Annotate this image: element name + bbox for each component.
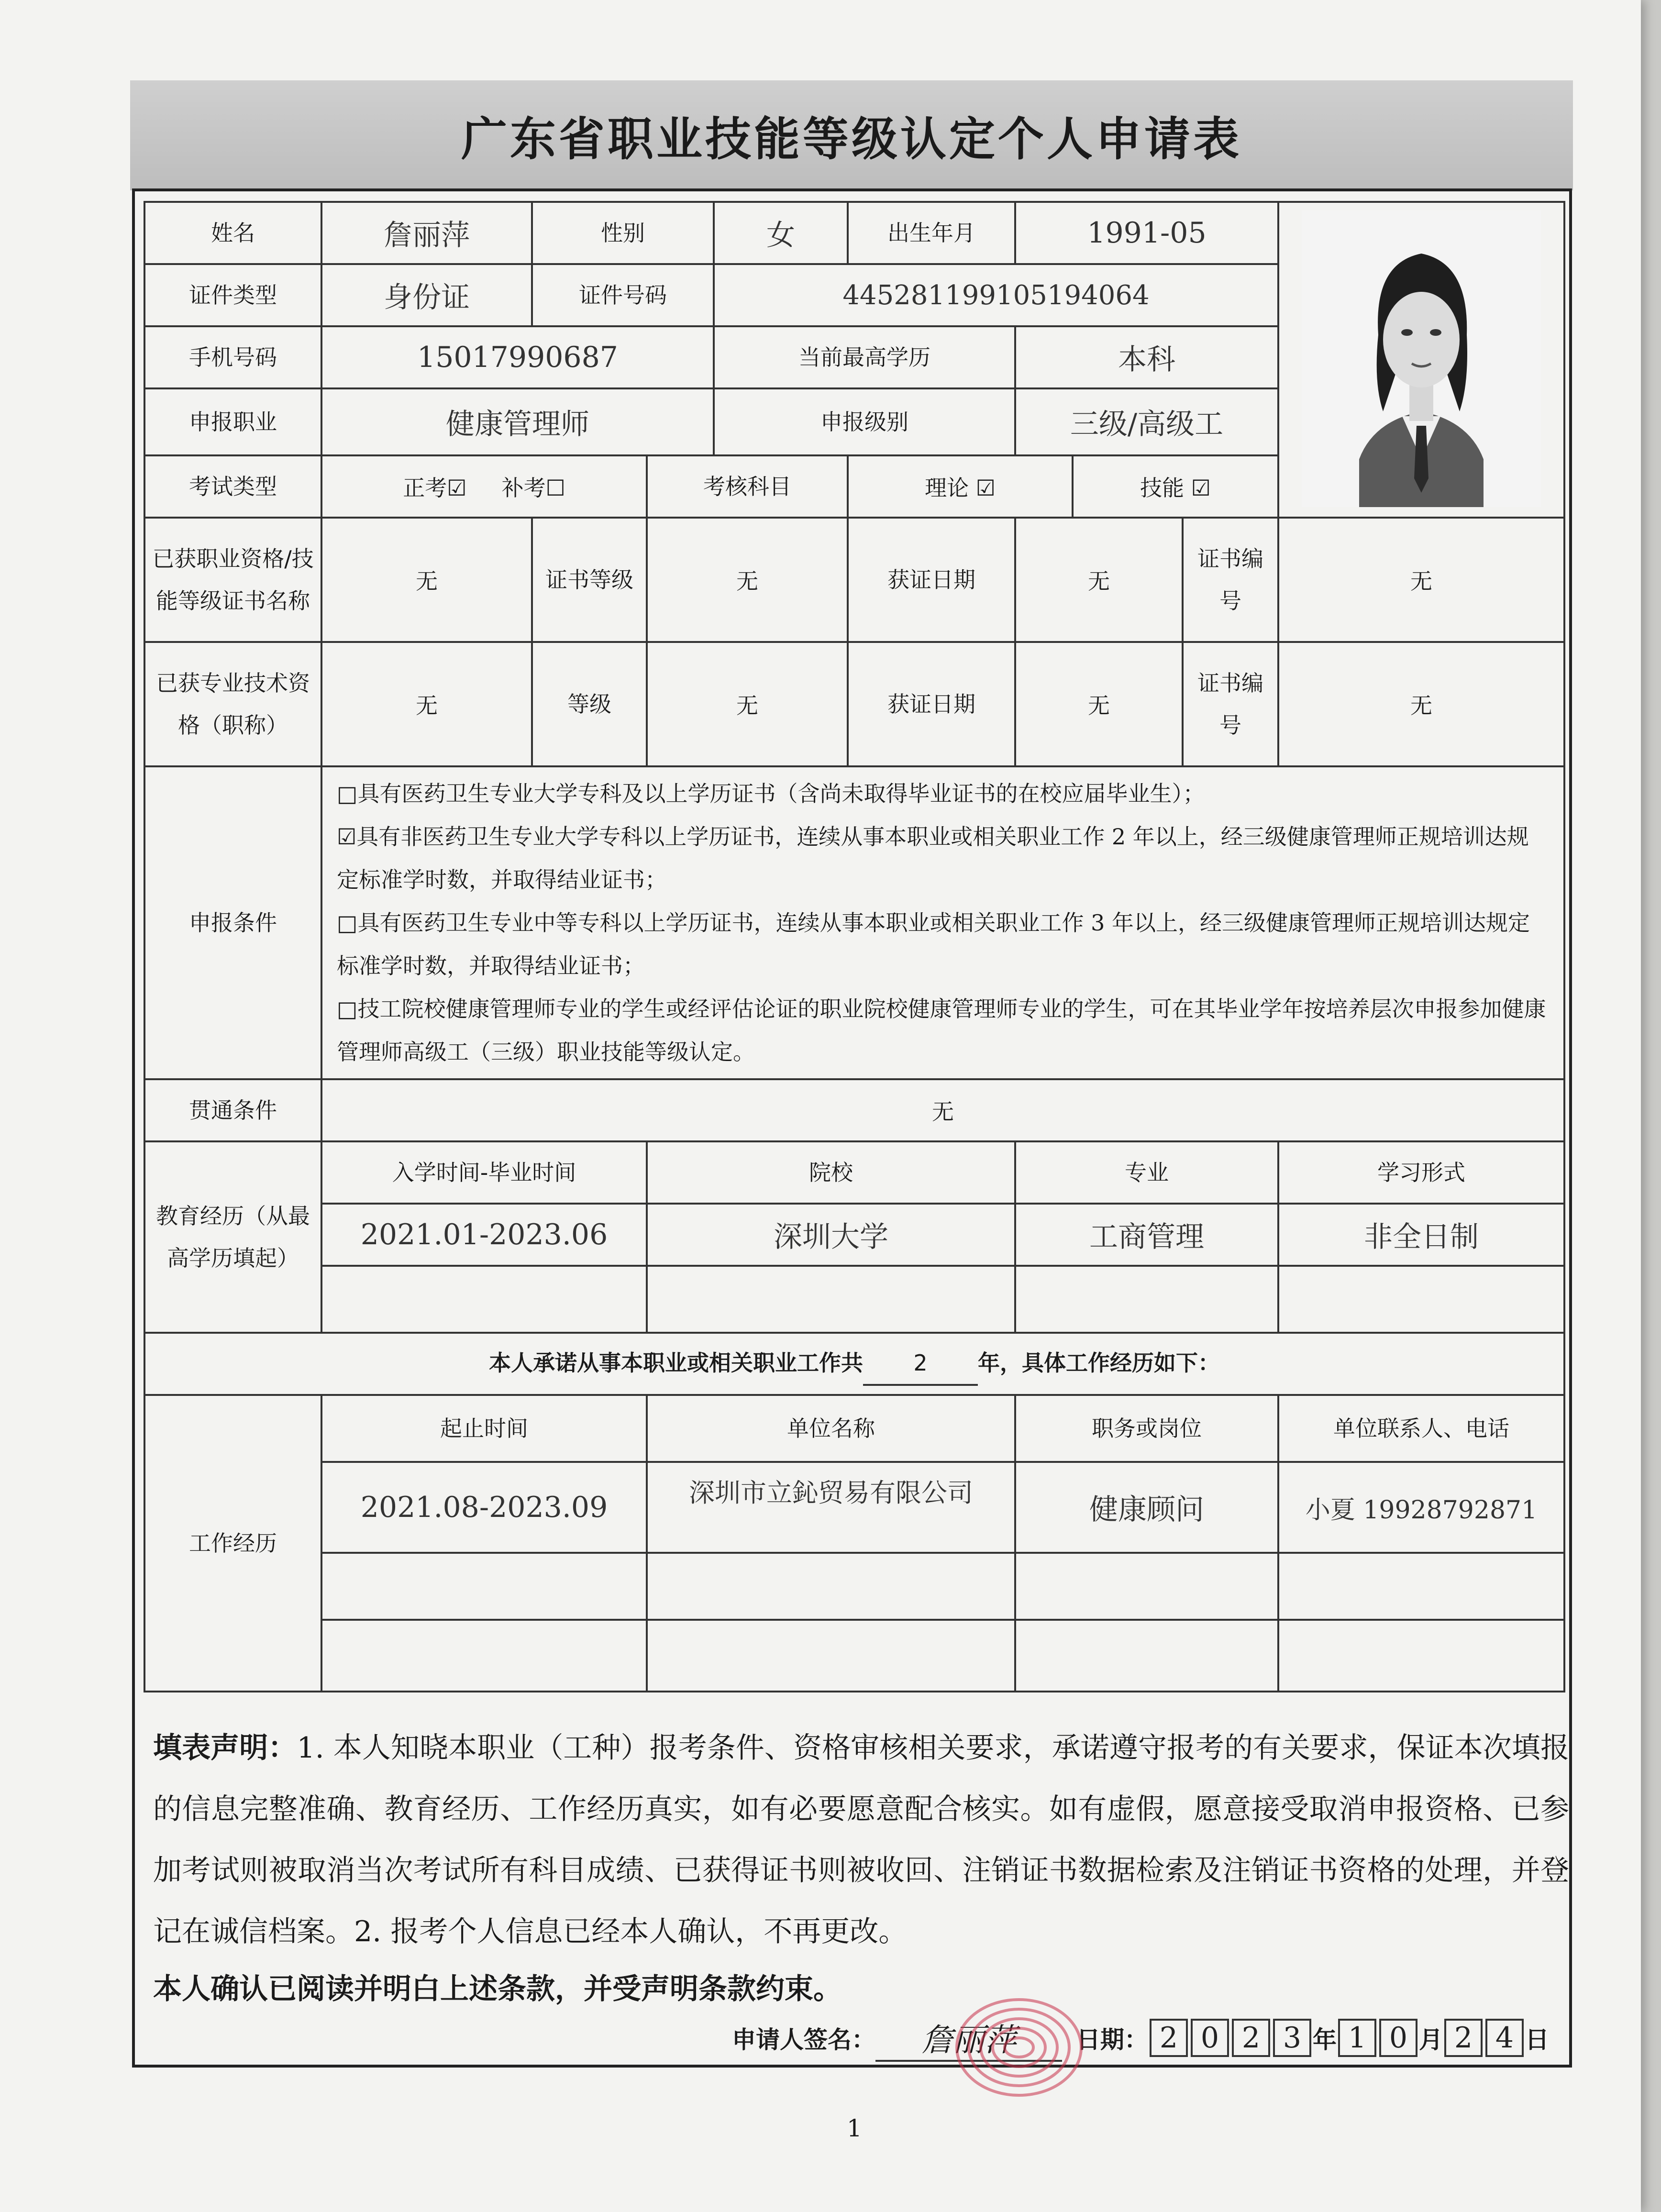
label-gender: 性别 bbox=[532, 202, 714, 264]
label-education: 教育经历（从最高学历填起） bbox=[144, 1141, 321, 1333]
work-years: 2 bbox=[863, 1342, 978, 1386]
table-row-empty bbox=[144, 1266, 1564, 1333]
month-digit-box: 0 bbox=[1379, 2019, 1417, 2057]
label-phone: 手机号码 bbox=[144, 326, 321, 388]
label-get-date: 获证日期 bbox=[848, 518, 1015, 642]
form-title-band bbox=[130, 80, 1573, 190]
label-exam-subject: 考核科目 bbox=[647, 455, 848, 518]
condition-item: ☑具有非医药卫生专业大学专科以上学历证书，连续从事本职业或相关职业工作 2 年以上，经三级健康管理师正规培训达规定标准学时数，并取得结业证书； bbox=[337, 824, 1529, 893]
declaration-body: 1. 本人知晓本职业（工种）报考条件、资格审核相关要求，承诺遵守报考的有关要求，保证本次填报的信息完整准确、教育经历、工作经历真实，如有必要愿意配合核实。如有虚假，愿意接受取消申报资格、已参加考试则被取消当次考试所有科目成绩、已获得证书则被收回、注销证书数据检索及注销证书资格的处理，并登记在诚信档案。2. 报考个人信息已经本人确认，不再更改。 bbox=[153, 1731, 1569, 1948]
header-work-period: 起止时间 bbox=[321, 1395, 647, 1462]
label-level: 申报级别 bbox=[714, 388, 1015, 455]
condition-item: □具有医药卫生专业中等专科以上学历证书，连续从事本职业或相关职业工作 3 年以上，经三级健康管理师正规培训达规定标准学时数，并取得结业证书； bbox=[337, 910, 1530, 979]
day-unit: 日 bbox=[1525, 2026, 1549, 2054]
table-row-empty bbox=[144, 1553, 1564, 1620]
edu-major: 工商管理 bbox=[1015, 1204, 1278, 1266]
label-birth: 出生年月 bbox=[848, 202, 1015, 264]
header-edu-period: 入学时间-毕业时间 bbox=[321, 1141, 647, 1204]
value-gender: 女 bbox=[714, 202, 848, 264]
label-id-no: 证件号码 bbox=[532, 264, 714, 326]
label-tech-no: 证书编号 bbox=[1183, 642, 1278, 766]
label-exam-type: 考试类型 bbox=[144, 455, 321, 518]
applicant-photo bbox=[1302, 210, 1541, 507]
label-conditions: 申报条件 bbox=[144, 766, 321, 1079]
exam-type-options bbox=[321, 455, 647, 518]
photo-cell bbox=[1278, 202, 1564, 518]
value-edu: 本科 bbox=[1015, 326, 1278, 388]
declaration-text bbox=[153, 1717, 1569, 1962]
edu-school: 深圳大学 bbox=[647, 1204, 1015, 1266]
signature-label: 申请人签名： bbox=[732, 2026, 875, 2054]
value-id-type: 身份证 bbox=[321, 264, 532, 326]
value-qual-name: 无 bbox=[321, 518, 532, 642]
edu-period: 2021.01-2023.06 bbox=[321, 1204, 647, 1266]
header-study-form: 学习形式 bbox=[1278, 1141, 1564, 1204]
label-job: 申报职业 bbox=[144, 388, 321, 455]
header-contact: 单位联系人、电话 bbox=[1278, 1395, 1564, 1462]
label-cert-no: 证书编号 bbox=[1183, 518, 1278, 642]
value-level: 三级/高级工 bbox=[1015, 388, 1278, 455]
value-id-no: 445281199105194064 bbox=[714, 264, 1278, 326]
label-tech-name: 已获专业技术资格（职称） bbox=[144, 642, 321, 766]
label-tech-level: 等级 bbox=[532, 642, 647, 766]
fingerprint-stamp bbox=[947, 1990, 1091, 2105]
date-label: 日期： bbox=[1076, 2026, 1148, 2054]
work-position: 健康顾问 bbox=[1015, 1462, 1278, 1553]
table-row bbox=[144, 1462, 1564, 1553]
value-tech-date: 无 bbox=[1015, 642, 1183, 766]
work-statement: 本人承诺从事本职业或相关职业工作共 2 年，具体工作经历如下： bbox=[144, 1333, 1564, 1395]
exam-makeup-checkbox: 补考☐ bbox=[501, 475, 565, 501]
exam-regular-checkbox: 正考☑ bbox=[403, 475, 467, 501]
label-through: 贯通条件 bbox=[144, 1079, 321, 1141]
month-unit: 月 bbox=[1419, 2026, 1443, 2054]
value-tech-no: 无 bbox=[1278, 642, 1564, 766]
subject-skill-checkbox: 技能 ☑ bbox=[1073, 455, 1278, 518]
edu-form: 非全日制 bbox=[1278, 1204, 1564, 1266]
condition-item: □技工院校健康管理师专业的学生或经评估论证的职业院校健康管理师专业的学生，可在其毕业学年按培养层次申报参加健康管理师高级工（三级）职业技能等级认定。 bbox=[337, 996, 1546, 1065]
table-row-empty bbox=[144, 1620, 1564, 1692]
declaration-heading: 填表声明： bbox=[153, 1731, 297, 1765]
label-edu: 当前最高学历 bbox=[714, 326, 1015, 388]
header-position: 职务或岗位 bbox=[1015, 1395, 1278, 1462]
table-row bbox=[144, 1204, 1564, 1266]
month-digit-box: 1 bbox=[1338, 2019, 1376, 2057]
day-digit-box: 4 bbox=[1485, 2019, 1524, 2057]
value-qual-date: 无 bbox=[1015, 518, 1183, 642]
work-employer: 深圳市立鈊贸易有限公司 bbox=[647, 1462, 1015, 1553]
value-tech-level: 无 bbox=[647, 642, 848, 766]
header-employer: 单位名称 bbox=[647, 1395, 1015, 1462]
label-cert-level: 证书等级 bbox=[532, 518, 647, 642]
work-period: 2021.08-2023.09 bbox=[321, 1462, 647, 1553]
page-number: 1 bbox=[847, 2114, 862, 2142]
day-digit-box: 2 bbox=[1444, 2019, 1483, 2057]
value-birth: 1991-05 bbox=[1015, 202, 1278, 264]
subject-theory-checkbox: 理论 ☑ bbox=[848, 455, 1073, 518]
year-digit-box: 0 bbox=[1191, 2019, 1229, 2057]
value-job: 健康管理师 bbox=[321, 388, 714, 455]
label-work: 工作经历 bbox=[144, 1395, 321, 1692]
value-through: 无 bbox=[321, 1079, 1564, 1141]
year-unit: 年 bbox=[1313, 2026, 1337, 2054]
year-digit-box: 3 bbox=[1273, 2019, 1311, 2057]
form-title: 广东省职业技能等级认定个人申请表 bbox=[461, 112, 1242, 166]
application-form-table bbox=[144, 201, 1565, 1692]
year-digit-box: 2 bbox=[1150, 2019, 1188, 2057]
value-phone: 15017990687 bbox=[321, 326, 714, 388]
label-name: 姓名 bbox=[144, 202, 321, 264]
value-qual-level: 无 bbox=[647, 518, 848, 642]
year-digit-box: 2 bbox=[1232, 2019, 1270, 2057]
label-id-type: 证件类型 bbox=[144, 264, 321, 326]
value-name: 詹丽萍 bbox=[321, 202, 532, 264]
value-tech-name: 无 bbox=[321, 642, 532, 766]
value-qual-no: 无 bbox=[1278, 518, 1564, 642]
label-qual-name: 已获职业资格/技能等级证书名称 bbox=[144, 518, 321, 642]
header-major: 专业 bbox=[1015, 1141, 1278, 1204]
work-contact: 小夏 19928792871 bbox=[1278, 1462, 1564, 1553]
conditions-list bbox=[321, 766, 1564, 1079]
condition-item: □具有医药卫生专业大学专科及以上学历证书（含尚未取得毕业证书的在校应届毕业生）； bbox=[337, 781, 1205, 807]
confirmation-statement: 本人确认已阅读并明白上述条款，并受声明条款约束。 bbox=[153, 1972, 842, 2006]
header-school: 院校 bbox=[647, 1141, 1015, 1204]
signature-line bbox=[732, 2016, 1549, 2059]
label-tech-date: 获证日期 bbox=[848, 642, 1015, 766]
applicant-signature: 詹丽萍 bbox=[875, 2014, 1062, 2062]
